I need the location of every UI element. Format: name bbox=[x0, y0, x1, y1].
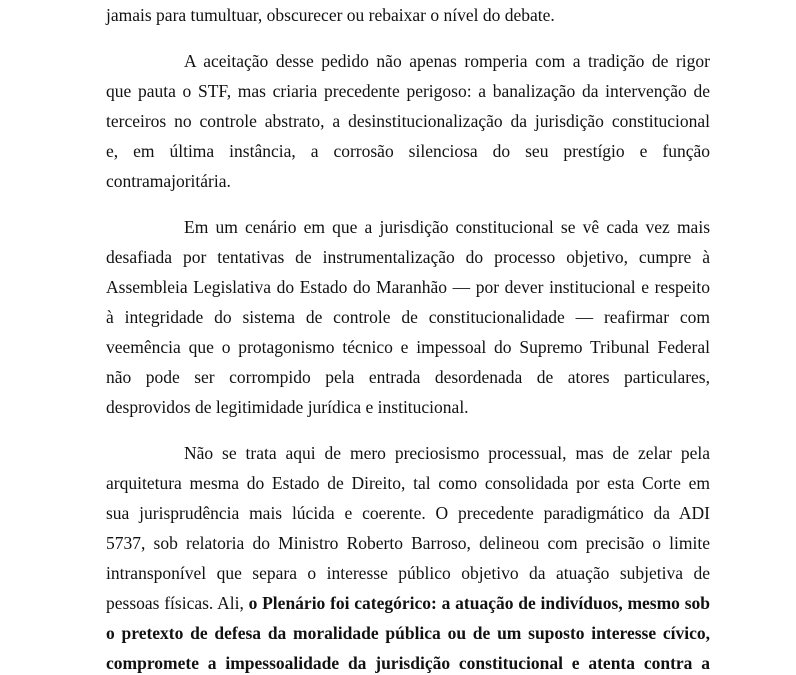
text-line: intransponível que separa o interesse público objetivo da atuação subjetiva de bbox=[106, 563, 710, 583]
text-line: arquitetura mesma do Estado de Direito, tal como consolidada por esta Corte em bbox=[106, 473, 710, 493]
text-line-mixed bbox=[106, 588, 710, 618]
paragraph-1 bbox=[106, 46, 710, 196]
text-line: terceiros no controle abstrato, a desinstitucionalização da jurisdição constitucional bbox=[106, 111, 710, 131]
text-line: contramajoritária. bbox=[106, 171, 231, 191]
text-normal: pessoas físicas. Ali, bbox=[106, 593, 249, 613]
text-line: e, em última instância, a corrosão silenciosa do seu prestígio e função bbox=[106, 141, 710, 161]
document-body bbox=[106, 0, 710, 675]
text-line: Não se trata aqui de mero preciosismo processual, mas de zelar pela bbox=[184, 443, 710, 463]
text-line-bold: o pretexto de defesa da moralidade pública ou de um suposto interesse cívico, bbox=[106, 623, 710, 643]
text-line: veemência que o protagonismo técnico e impessoal do Supremo Tribunal Federal bbox=[106, 337, 710, 357]
text-bold: o Plenário foi categórico: a atuação de indivíduos, mesmo sob bbox=[248, 593, 710, 613]
text-line: A aceitação desse pedido não apenas romperia com a tradição de rigor bbox=[184, 51, 710, 71]
text-line: desprovidos de legitimidade jurídica e institucional. bbox=[106, 397, 469, 417]
text-line: não pode ser corrompido pela entrada desordenada de atores particulares, bbox=[106, 367, 710, 387]
text-line: sua jurisprudência mais lúcida e coerente. O precedente paradigmático da ADI bbox=[106, 503, 710, 523]
text-line: à integridade do sistema de controle de constitucionalidade — reafirmar com bbox=[106, 307, 710, 327]
paragraph-2 bbox=[106, 212, 710, 422]
text-line-bold: compromete a impessoalidade da jurisdição constitucional e atenta contra a bbox=[106, 653, 710, 673]
paragraph-continuation bbox=[106, 0, 710, 30]
text-line: Assembleia Legislativa do Estado do Maranhão — por dever institucional e respeito bbox=[106, 277, 710, 297]
text-line: que pauta o STF, mas criaria precedente perigoso: a banalização da intervenção de bbox=[106, 81, 710, 101]
text-line: jamais para tumultuar, obscurecer ou rebaixar o nível do debate. bbox=[106, 5, 555, 25]
text-line: desafiada por tentativas de instrumentalização do processo objetivo, cumpre à bbox=[106, 247, 710, 267]
text-line: Em um cenário em que a jurisdição constitucional se vê cada vez mais bbox=[184, 217, 710, 237]
text-line: 5737, sob relatoria do Ministro Roberto Barroso, delineou com precisão o limite bbox=[106, 533, 710, 553]
paragraph-3 bbox=[106, 438, 710, 675]
